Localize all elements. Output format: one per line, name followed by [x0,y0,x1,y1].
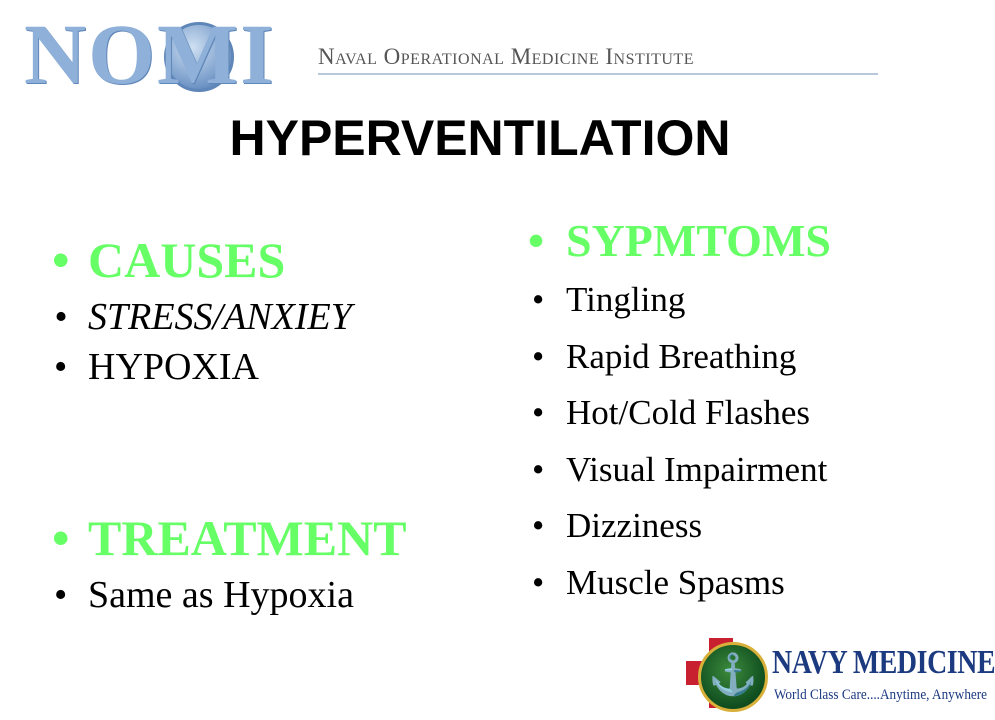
nomi-logo-text: NOMI [24,6,276,102]
navy-medicine-tagline: World Class Care....Anytime, Anywhere [774,687,988,703]
slide-title: HYPERVENTILATION [229,110,731,166]
nomi-logo [24,6,314,102]
navy-emblem [698,642,768,712]
list-item: • Rapid Breathing [528,329,831,386]
header-divider [318,73,878,75]
treatment-heading: • TREATMENT [52,506,407,570]
list-item: • STRESS/ANXIEY [52,292,352,342]
list-item: • Dizziness [528,498,831,555]
list-item: • Tingling [528,272,831,329]
header [0,0,960,100]
list-item: • Muscle Spasms [528,555,831,612]
anchor-icon: ⚓ [708,652,758,697]
list-item: • Same as Hypoxia [52,570,407,620]
list-item: • Visual Impairment [528,442,831,499]
list-item: • Hot/Cold Flashes [528,385,831,442]
treatment-list [52,506,407,620]
navy-medicine-wordmark: NAVY MEDICINE [772,644,995,681]
navy-medicine-logo [680,632,995,714]
list-item: • HYPOXIA [52,342,352,392]
causes-list [52,228,352,392]
symptoms-list [528,210,831,612]
causes-heading: • CAUSES [52,228,352,292]
symptoms-heading: • SYPMTOMS [528,210,831,272]
institute-name: Naval Operational Medicine Institute [318,44,694,69]
